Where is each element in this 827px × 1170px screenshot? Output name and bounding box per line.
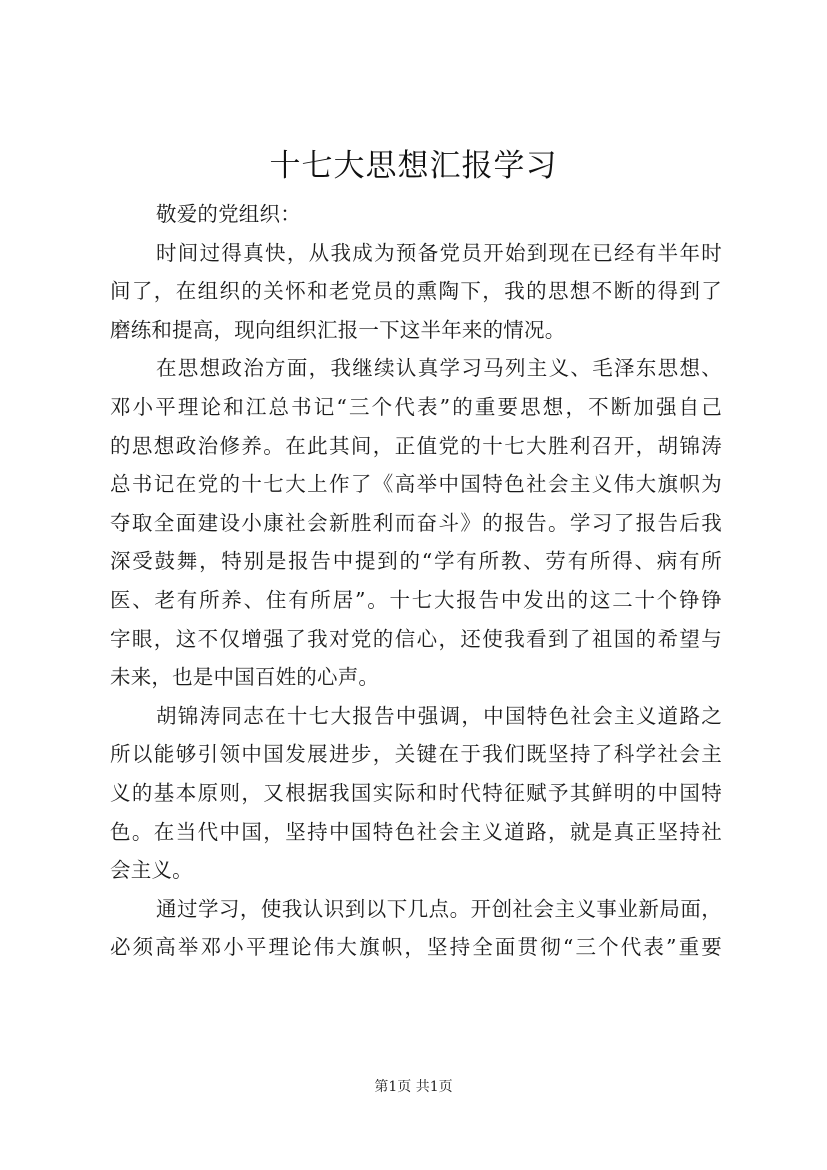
paragraph-line: 在思想政治方面，我继续认真学习马列主义、毛泽东思想、 [156,356,722,381]
paragraph-line: 胡锦涛同志在十七大报告中强调，中国特色社会主义道路之 [156,703,722,728]
page-footer: 第1页 共1页 [374,1079,453,1095]
paragraph-line: 深受鼓舞，特别是报告中提到的“学有所教、劳有所得、病有所 [110,549,722,574]
paragraph-line: 磨练和提高，现向组织汇报一下这半年来的情况。 [110,317,566,342]
paragraph-line: 义的基本原则，又根据我国实际和时代特征赋予其鲜明的中国特 [110,780,722,805]
paragraph-line: 的思想政治修养。在此其间，正值党的十七大胜利召开，胡锦涛 [110,433,722,458]
salutation-line: 敬爱的党组织： [156,202,301,226]
paragraph-line: 未来，也是中国百姓的心声。 [110,665,380,690]
document-title: 十七大思想汇报学习 [269,148,558,184]
paragraph-line: 字眼，这不仅增强了我对党的信心，还使我看到了祖国的希望与 [110,626,722,651]
paragraph-line: 所以能够引领中国发展进步，关键在于我们既坚持了科学社会主 [110,742,722,767]
paragraph-line: 时间过得真快，从我成为预备党员开始到现在已经有半年时 [156,240,722,265]
paragraph-line: 夺取全面建设小康社会新胜利而奋斗》的报告。学习了报告后我 [110,510,722,535]
paragraph-line: 会主义。 [110,858,193,883]
document-body [110,195,722,967]
paragraph-line: 间了，在组织的关怀和老党员的熏陶下，我的思想不断的得到了 [110,279,722,304]
paragraph-line: 总书记在党的十七大上作了《高举中国特色社会主义伟大旗帜为 [110,472,722,497]
paragraph-line: 通过学习，使我认识到以下几点。开创社会主义事业新局面， [156,896,722,921]
paragraph-line: 色。在当代中国，坚持中国特色社会主义道路，就是真正坚持社 [110,819,722,844]
paragraph-line: 邓小平理论和江总书记“三个代表”的重要思想，不断加强自己 [110,394,722,419]
paragraph-line: 必须高举邓小平理论伟大旗帜，坚持全面贯彻“三个代表”重要 [110,935,722,960]
paragraph-line: 医、老有所养、住有所居”。十七大报告中发出的这二十个铮铮 [110,587,722,612]
